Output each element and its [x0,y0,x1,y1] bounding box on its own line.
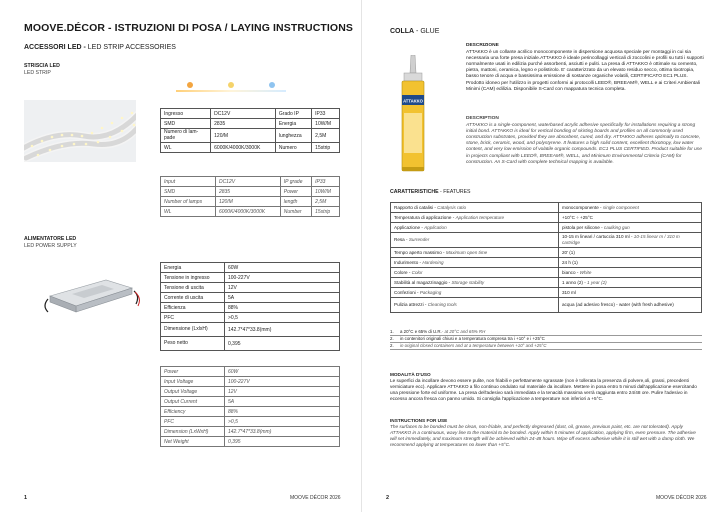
table-row: Ingresso DC12V Grado IP IP33 [161,109,340,119]
table-row: Output Current 5A [161,397,340,407]
table-row: WL 6000K/4000K/3000K Numero 15strip [161,143,340,153]
table-row: Output Voltage 12V [161,387,340,397]
description-it: DESCRIZIONE ATTAKKO è un collante acrilico monocomponente in dispersione acquosa speciale per montaggi in cui sia necessaria una forte presa iniziale.ATTAKKO è ideale perincollaggi verticali di zoccolini e profili su tutti i supporti normalmente usati in edilizia purché assorbenti, asciutti e puliti. La presa di ATTAKKO è ottimale su cemento, pietra, mattoni, ceramica, legno e polistirolo. E' caratterizzato da un elevato residuo secco, ottima tixotropia, basso tenore di acqua e bassissima emissione di sostanze organiche volatili, CERTIFICATO EC1 PLUS. Prodotto idoneo per l'utilizzo in progetti conformi ai protocolli LEED®, BREEAM®, WELL e ai Criteri Ambientali Minimi (CAM) edilizia. Disponibile S-Card con mappatura tecnica completa. [466,43,704,92]
table-row: Peso netto 0,395 [161,337,340,351]
glue-cartridge-image [398,55,428,175]
cool-light-icon [269,82,275,88]
led-strip-spec-table-en [160,176,340,217]
warm-light-icon [187,82,193,88]
table-row: Power 60W [161,367,340,377]
table-row: Numero di lam- pade 120/M lunghezza 2,5M [161,129,340,143]
footnotes [390,329,702,350]
cartridge-brand-label: ATTAKKO [403,98,423,104]
power-supply-heading: ALIMENTATORE LED LED POWER SUPPLY [24,236,77,249]
description-en: DESCRIPTION ATTAKKO is a single-component, waterbased acrylic adhesive specifically for installations requiring a strong initial bond. ATTAKKO is ideal for vertical bonding of skirting boards and profiles on all commonly used construction substrates, provided they are absorbent, cured, and dry. ATTAKKO adheres optimally to concrete, stone, brick, ceramic, wood, and polystyrene. It features a high solid content, excellent thixotropy, low water content, and very low emission of volatile organic compounds. EC1 PLUS CERTIFIED. Product suitable for use in projects compliant with LEED®, BREEAM®, WELL, and Minimum Environmental Criteria (CAM) for construction. An S-Card with complete technical mapping is available. [466,116,702,165]
power-supply-spec-table-en [160,366,340,447]
power-supply-spec-table-it [160,262,340,351]
characteristics-title: CARATTERISTICHE - FEATURES [390,189,471,195]
table-row: PFC >0,5 [161,313,340,323]
page-number: 2 [386,495,390,501]
table-row: SMD 2835 Energia 10W/M [161,119,340,129]
table-row: PFC >0,5 [161,417,340,427]
footnote: 2. in original closed containers and at a temperature between +10° and +25°C [390,343,702,350]
usage-instructions-en: INSTRUCTIONS FOR USE The surfaces to be bonded must be clean, non-friable, and perfectly degreased (dust, oil, grease, previous paint, etc. are not tolerated). Apply ATTAKKO in a continuous, wavy line to the material to be bonded. Apply within 5 minutes of application, applying firm, even pressure. The adhesive will set immediately, and maximum strength will be achieved within 24-48 hours. Wipe off excess adhesive while it is still wet with a damp cloth. We recommend applying at temperatures no lower than +5°C. [390,418,696,448]
table-row: Energia 60W [161,263,340,273]
power-supply-photo [44,266,140,316]
table-row: Dimension (LxWxH) 142.7*47*33.8(mm) [161,427,340,437]
led-strip-heading: STRISCIA LED LED STRIP [24,63,60,76]
led-strip-spec-table-it [160,108,340,153]
table-row: Tensione di uscita 12V [161,283,340,293]
table-row: Pulizia attrezzi - Cleaning tools acqua (ad adesivo fresco) - water (with fresh adhesive) [391,298,702,313]
neutral-light-icon [228,82,234,88]
colour-temperature-strip [176,80,286,96]
table-row: Resa - Surrender 10-15 m lineari / cartuccia 310 ml - 10-15 linear m / 310 m cartridge [391,233,702,248]
footnote: 2. in contenitori originali chiusi e a temperatura compresa tra i +10° e i +25°C [390,336,702,343]
table-row: Tensione in ingresso 100-227V [161,273,340,283]
table-row: Indurimento - Hardening 24 h (1) [391,258,702,268]
characteristics-table [390,202,702,313]
table-row: Stabilità al magazzinaggio - Storage stability 1 anno (2) - 1 year (2) [391,278,702,288]
footnote: 1. a 20°C e 65% di U.R. - at 20°C and 65% RH [390,329,702,336]
table-row: Efficienza 88% [161,303,340,313]
table-row: Number of lamps 120/M length 2,5M [161,197,340,207]
table-row: Tempo aperto massimo - Maximum open time 20' (1) [391,248,702,258]
table-row: Applicazione - Application pistola per silicone - caulking gun [391,223,702,233]
table-row: Efficiency 88% [161,407,340,417]
page-footer: MOOVE DÉCOR 2026 [656,495,707,501]
usage-instructions-it: MODALITÀ D'USO Le superfici da incollare devono essere pulite, non friabili e perfettamente sgrassate (non è tollerata la presenza di polvere,oli, grassi, precedenti verniciature ecc). Applicare ATTAKKO a filo continuo ondulato sul materiale da incollare. Mettere in posa entro 5 minuti dall'applicazione esercitando una pressione forte ed uniforme. La presa dell'adesivo sarà immediata e la tenacità massima verrà raggiunta entro 24/48 ore. Pulire l'adesivo in eccesso ancora fresca con panno umido. Si consiglia l'applicazione a temperature non inferiori a +5°C. [390,372,697,402]
right-page [362,0,724,512]
table-row: SMD 2835 Power 10W/M [161,187,340,197]
table-row: Dimensione (LxlxH) 142.7*47*33.8(mm) [161,323,340,337]
glue-section-title: COLLA - GLUE [390,28,440,35]
page-footer: MOOVE DÉCOR 2026 [290,495,341,501]
table-row: Colore - Color bianco - White [391,268,702,278]
table-row: Confezioni - Packaging 310 ml [391,288,702,298]
table-row: Net Weight 0,395 [161,437,340,447]
table-row: Temperatura di applicazione - Application temperature +10°C ÷ +25°C [391,213,702,223]
led-strip-photo [24,100,136,162]
table-row: WL 6000K/4000K/3000K Number 15strip [161,207,340,217]
page-title: MOOVE.DÉCOR - ISTRUZIONI DI POSA / LAYING INSTRUCTIONS [24,22,353,34]
table-row: Input DC12V IP grade IP33 [161,177,340,187]
page-number: 1 [24,495,28,501]
section-subtitle: ACCESSORI LED - LED STRIP ACCESSORIES [24,44,176,51]
table-row: Corrente di uscita 5A [161,293,340,303]
table-row: Rapporto di catalisi - Catalysis ratio monocomponente - single component [391,203,702,213]
table-row: Input Voltage 100-227V [161,377,340,387]
